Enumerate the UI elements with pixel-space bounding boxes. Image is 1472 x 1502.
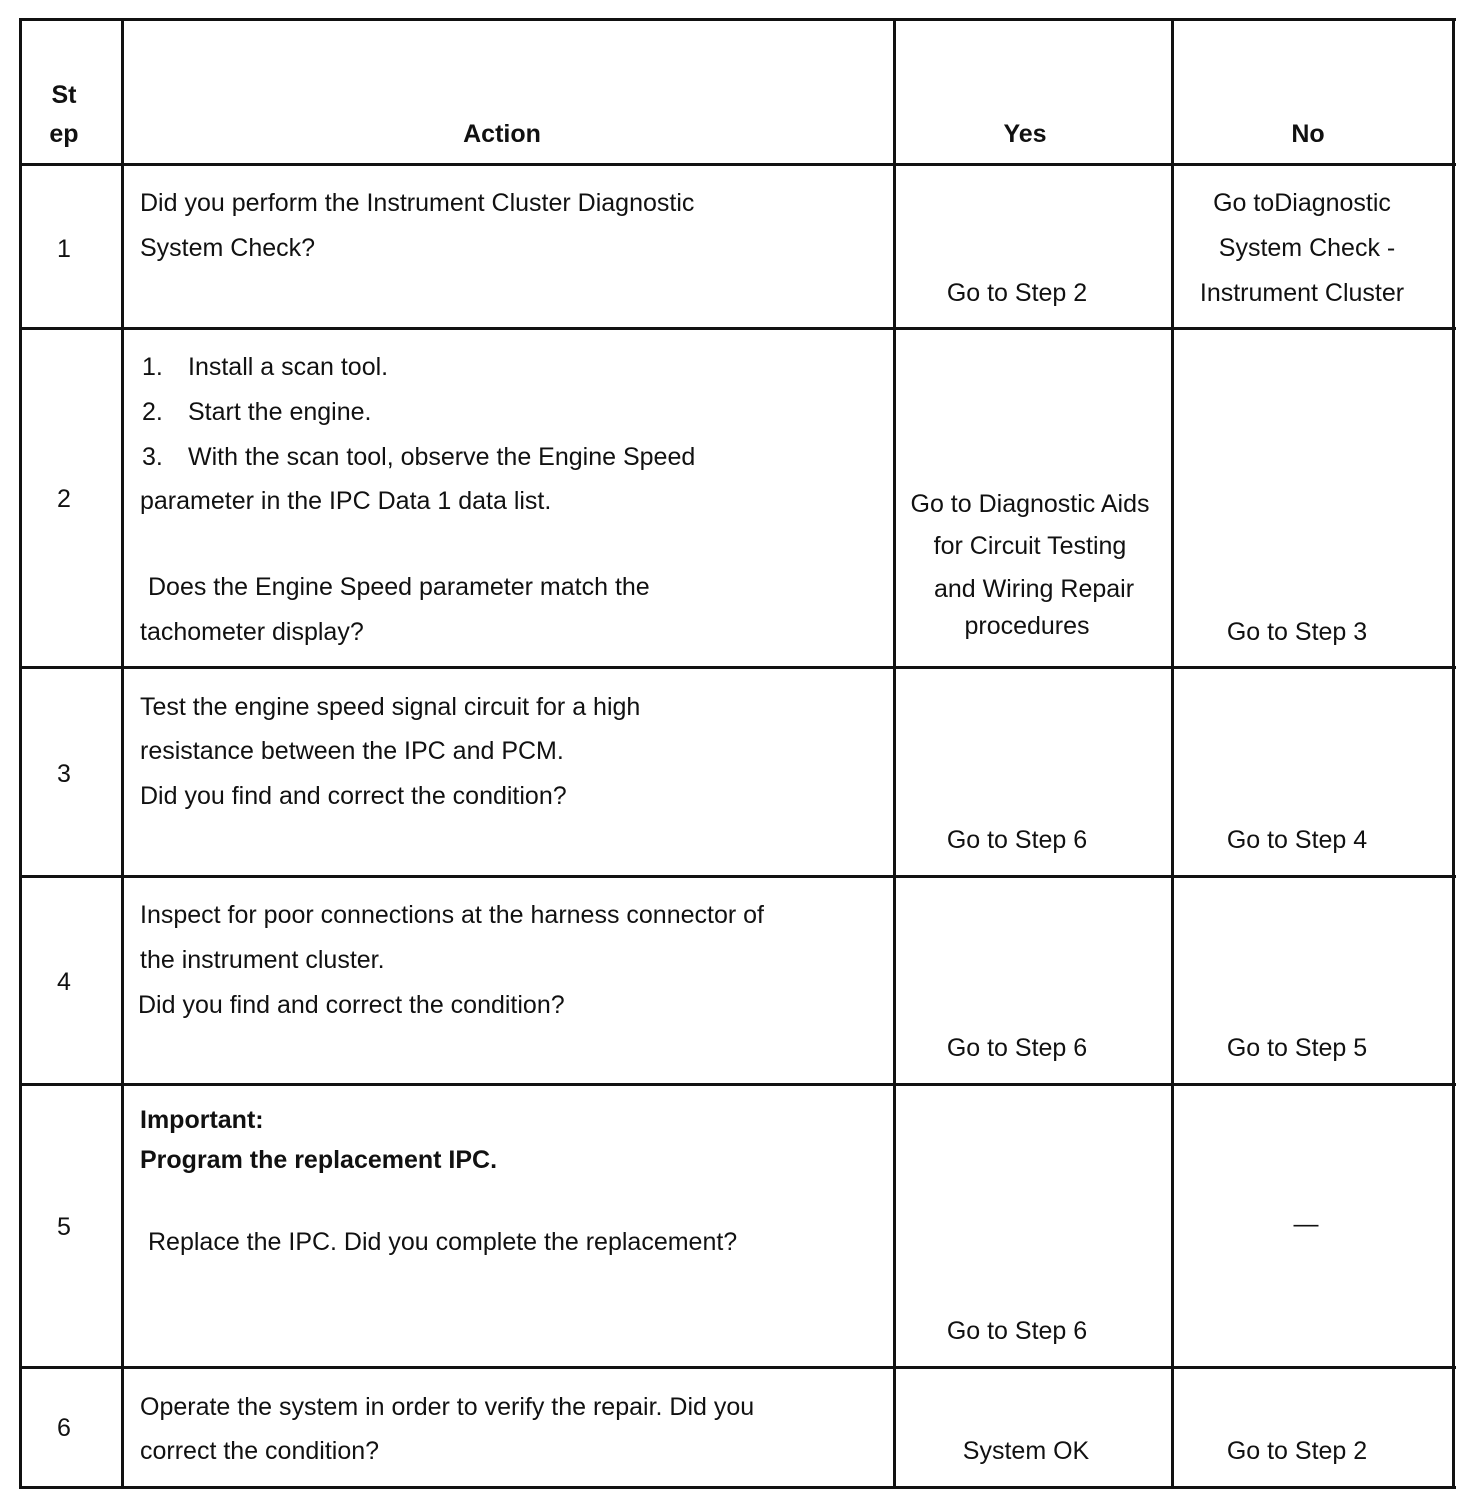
table-border-bottom: [20, 1486, 1456, 1489]
yes-result: Go to Diagnostic Aids: [910, 490, 1150, 518]
row-divider: [20, 163, 1456, 166]
yes-result: and Wiring Repair: [933, 575, 1135, 603]
action-text: tachometer display?: [140, 618, 364, 646]
action-text: Inspect for poor connections at the harness connector of: [140, 901, 764, 929]
step-number: 4: [57, 968, 71, 996]
row-divider: [20, 875, 1456, 878]
no-result: Go to Step 4: [1226, 826, 1368, 854]
list-number: 3.: [142, 443, 163, 471]
no-result: —: [1293, 1210, 1319, 1238]
no-result: Instrument Cluster: [1199, 279, 1405, 307]
table-border-right: [1452, 18, 1455, 1489]
yes-result: procedures: [964, 612, 1090, 640]
row-divider: [20, 327, 1456, 330]
list-number: 1.: [142, 353, 163, 381]
yes-result: Go to Step 2: [946, 279, 1088, 307]
no-result: System Check -: [1218, 234, 1396, 262]
step-number: 5: [57, 1213, 71, 1241]
action-text: parameter in the IPC Data 1 data list.: [140, 487, 552, 515]
action-text: Did you find and correct the condition?: [138, 991, 565, 1019]
yes-result: Go to Step 6: [946, 826, 1088, 854]
action-text: System Check?: [140, 234, 316, 262]
yes-result: System OK: [962, 1437, 1090, 1465]
action-text: Start the engine.: [188, 398, 372, 426]
no-result: Go toDiagnostic: [1213, 189, 1391, 217]
column-divider: [893, 18, 896, 1489]
column-divider: [121, 18, 124, 1489]
action-text: With the scan tool, observe the Engine Speed: [188, 443, 696, 471]
no-result: Go to Step 3: [1226, 618, 1368, 646]
yes-result: for Circuit Testing: [933, 532, 1127, 560]
action-text: correct the condition?: [140, 1437, 380, 1465]
action-text: Did you perform the Instrument Cluster Diagnostic: [140, 189, 695, 217]
header-no: No: [1291, 120, 1325, 148]
yes-result: Go to Step 6: [946, 1034, 1088, 1062]
no-result: Go to Step 5: [1226, 1034, 1368, 1062]
step-number: 6: [57, 1414, 71, 1442]
row-divider: [20, 1083, 1456, 1086]
header-action: Action: [463, 120, 541, 148]
table-border-top: [20, 18, 1456, 21]
action-text: Test the engine speed signal circuit for a high: [140, 693, 641, 721]
row-divider: [20, 666, 1456, 669]
action-text: resistance between the IPC and PCM.: [140, 737, 564, 765]
action-text: Operate the system in order to verify the repair. Did you: [140, 1393, 755, 1421]
step-number: 2: [57, 485, 71, 513]
row-divider: [20, 1366, 1456, 1369]
important-label: Important:: [140, 1106, 264, 1134]
action-text: Install a scan tool.: [188, 353, 389, 381]
step-number: 1: [57, 235, 71, 263]
action-text: Replace the IPC. Did you complete the replacement?: [148, 1228, 738, 1256]
action-text: the instrument cluster.: [140, 946, 385, 974]
step-number: 3: [57, 760, 71, 788]
table-border-left: [19, 18, 22, 1489]
header-yes: Yes: [1003, 120, 1047, 148]
action-text: Did you find and correct the condition?: [140, 782, 567, 810]
header-step-line1: St: [51, 81, 77, 109]
header-step-line2: ep: [49, 120, 79, 148]
action-text: Does the Engine Speed parameter match the: [148, 573, 650, 601]
column-divider: [1171, 18, 1174, 1489]
important-text: Program the replacement IPC.: [140, 1146, 498, 1174]
yes-result: Go to Step 6: [946, 1317, 1088, 1345]
list-number: 2.: [142, 398, 163, 426]
no-result: Go to Step 2: [1226, 1437, 1368, 1465]
